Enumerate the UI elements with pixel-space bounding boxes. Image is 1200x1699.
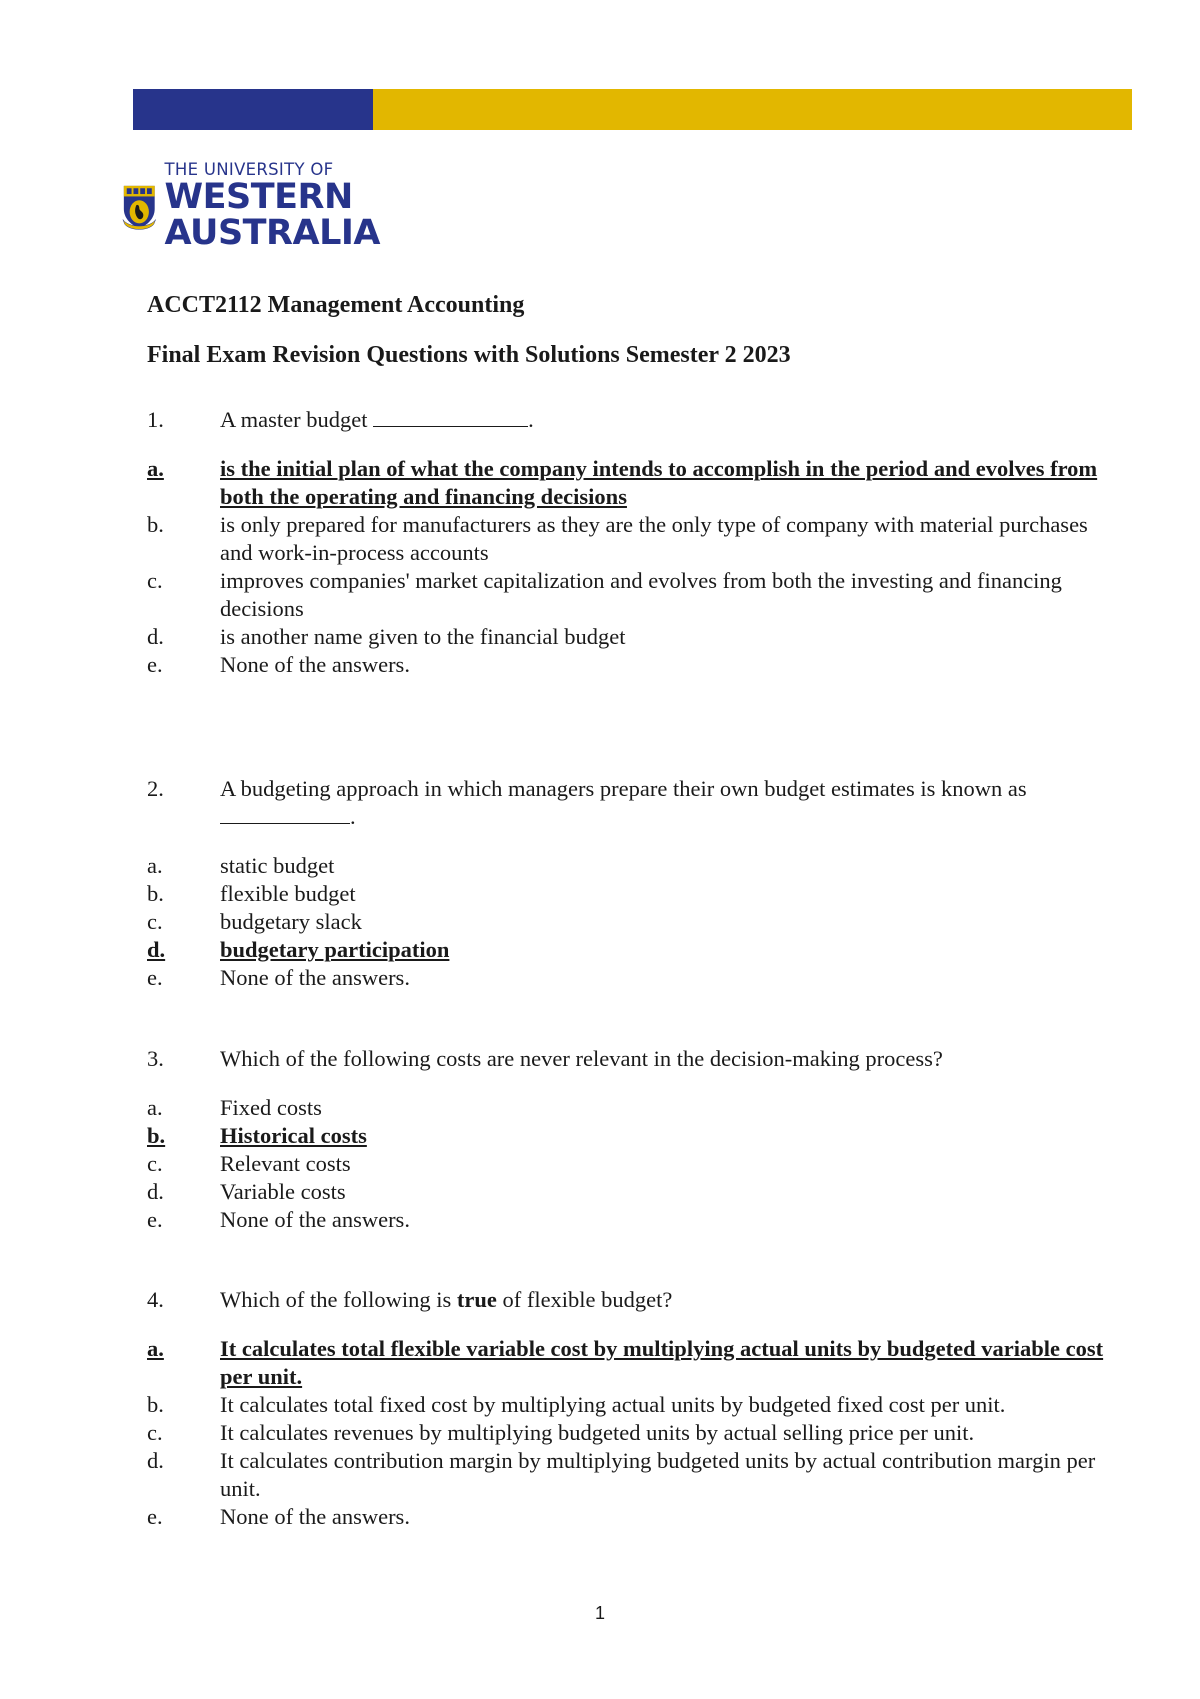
option-c	[147, 1419, 1107, 1447]
option-text: None of the answers.	[220, 652, 410, 677]
option-c	[147, 1150, 1107, 1178]
answer-blank	[373, 406, 528, 427]
question-text: A master budget	[220, 407, 368, 432]
option-text: Variable costs	[220, 1179, 346, 1204]
option-text: It calculates total fixed cost by multiplying actual units by budgeted fixed cost per unit.	[220, 1392, 1006, 1417]
header-bar-blue	[133, 89, 373, 130]
question-stem	[147, 406, 1107, 434]
option-letter: d.	[147, 937, 166, 962]
option-text: is the initial plan of what the company intends to accomplish in the period and evolves from both the operating and financing decisions	[220, 456, 1098, 509]
option-text: Fixed costs	[220, 1095, 322, 1120]
question-number: 4.	[147, 1287, 164, 1312]
option-letter: c.	[147, 1420, 163, 1445]
option-letter: b.	[147, 881, 164, 906]
option-a-correct	[147, 1335, 1107, 1391]
option-letter: b.	[147, 1123, 166, 1148]
option-letter: e.	[147, 1504, 163, 1529]
option-letter: e.	[147, 652, 163, 677]
wordmark-line2: WESTERN	[164, 176, 353, 217]
option-letter: a.	[147, 456, 164, 481]
option-letter: d.	[147, 1179, 164, 1204]
university-crest-icon	[120, 158, 159, 258]
question-stem	[147, 1286, 1107, 1314]
option-text: budgetary participation	[220, 937, 450, 962]
option-letter: e.	[147, 1207, 163, 1232]
option-text: None of the answers.	[220, 965, 410, 990]
option-text: is another name given to the financial budget	[220, 624, 626, 649]
option-c	[147, 908, 1107, 936]
option-letter: c.	[147, 568, 163, 593]
question-stem	[147, 775, 1107, 831]
option-text: Historical costs	[220, 1123, 367, 1148]
question-text: A budgeting approach in which managers prepare their own budget estimates is known as	[220, 776, 1027, 801]
option-c	[147, 567, 1107, 623]
page-number: 1	[594, 1603, 605, 1623]
option-letter: d.	[147, 624, 164, 649]
option-e	[147, 964, 1107, 992]
option-d	[147, 1178, 1107, 1206]
question-3	[147, 1045, 1107, 1234]
option-d	[147, 623, 1107, 651]
question-text: Which of the following is	[220, 1287, 452, 1312]
option-a-correct	[147, 455, 1107, 511]
question-text-end: .	[350, 804, 356, 829]
option-a	[147, 852, 1107, 880]
option-text: None of the answers.	[220, 1504, 410, 1529]
option-text: is only prepared for manufacturers as they are the only type of company with material purchases and work-in-process accounts	[220, 512, 1088, 565]
option-text: flexible budget	[220, 881, 356, 906]
question-emphasis: true	[456, 1287, 497, 1312]
document-title: ACCT2112 Management Accounting	[147, 292, 525, 318]
option-b	[147, 511, 1107, 567]
option-a	[147, 1094, 1107, 1122]
option-text: static budget	[220, 853, 335, 878]
question-number: 1.	[147, 407, 164, 432]
question-text-end: .	[528, 407, 534, 432]
option-text: Relevant costs	[220, 1151, 351, 1176]
option-e	[147, 651, 1107, 679]
answer-blank	[220, 803, 350, 824]
option-letter: c.	[147, 1151, 163, 1176]
question-text-end: of flexible budget?	[502, 1287, 673, 1312]
question-text: Which of the following costs are never relevant in the decision-making process?	[220, 1046, 943, 1071]
document-subtitle: Final Exam Revision Questions with Solutions Semester 2 2023	[147, 342, 791, 368]
option-e	[147, 1206, 1107, 1234]
option-d	[147, 1447, 1107, 1503]
wordmark-line1: THE UNIVERSITY OF	[164, 160, 334, 179]
option-text: It calculates total flexible variable cost by multiplying actual units by budgeted variable cost per unit.	[220, 1336, 1104, 1389]
option-e	[147, 1503, 1107, 1531]
question-4	[147, 1286, 1107, 1531]
question-stem	[147, 1045, 1107, 1073]
header-bar-gold	[373, 89, 1132, 130]
header-color-bar	[133, 89, 1132, 130]
option-letter: a.	[147, 1336, 164, 1361]
option-letter: a.	[147, 1095, 163, 1120]
option-letter: b.	[147, 512, 164, 537]
question-2	[147, 775, 1107, 992]
option-letter: b.	[147, 1392, 164, 1417]
option-letter: e.	[147, 965, 163, 990]
option-text: None of the answers.	[220, 1207, 410, 1232]
university-wordmark	[165, 162, 380, 251]
option-b	[147, 880, 1107, 908]
option-text: It calculates contribution margin by multiplying budgeted units by actual contribution margin per unit.	[220, 1448, 1096, 1501]
wordmark-line3: AUSTRALIA	[164, 212, 380, 253]
option-letter: a.	[147, 853, 163, 878]
option-text: improves companies' market capitalization and evolves from both the investing and financing decisions	[220, 568, 1062, 621]
option-text: It calculates revenues by multiplying budgeted units by actual selling price per unit.	[220, 1420, 975, 1445]
document-body	[147, 290, 1107, 1531]
university-logo	[120, 158, 380, 258]
option-b-correct	[147, 1122, 1107, 1150]
question-1	[147, 406, 1107, 679]
question-number: 2.	[147, 776, 164, 801]
option-d-correct	[147, 936, 1107, 964]
option-text: budgetary slack	[220, 909, 362, 934]
option-b	[147, 1391, 1107, 1419]
option-letter: d.	[147, 1448, 164, 1473]
option-letter: c.	[147, 909, 163, 934]
question-number: 3.	[147, 1046, 164, 1071]
